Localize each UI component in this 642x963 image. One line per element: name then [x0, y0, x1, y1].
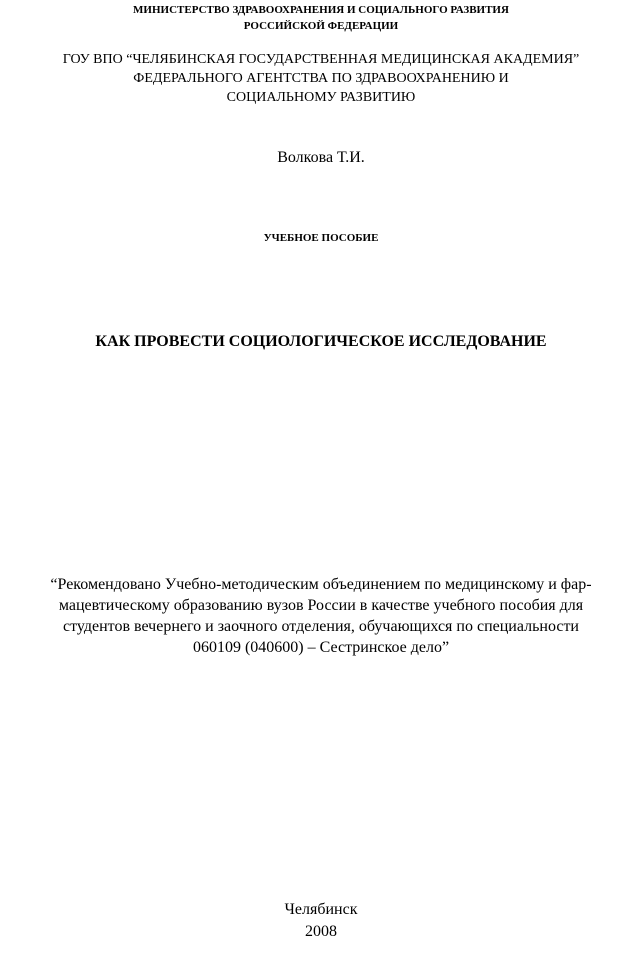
- ministry-header: МИНИСТЕРСТВО ЗДРАВООХРАНЕНИЯ И СОЦИАЛЬНОГО РАЗВИТИЯ РОССИЙСКОЙ ФЕДЕРАЦИИ: [133, 4, 509, 32]
- recommendation-text: “Рекомендовано Учебно-методическим объединением по медицинскому и фар- мацевтическому образованию вузов России в качестве учебного пособия для студентов вечернего и заочного отделения, обучающихся по специальности 060109 (040600) – Сестринское дело”: [50, 576, 592, 656]
- document-type: УЧЕБНОЕ ПОСОБИЕ: [263, 232, 379, 244]
- document-title: КАК ПРОВЕСТИ СОЦИОЛОГИЧЕСКОЕ ИССЛЕДОВАНИЕ: [95, 333, 547, 350]
- publication-year: 2008: [305, 923, 337, 940]
- publication-city: Челябинск: [284, 901, 358, 918]
- academy-header: ГОУ ВПО “ЧЕЛЯБИНСКАЯ ГОСУДАРСТВЕННАЯ МЕДИЦИНСКАЯ АКАДЕМИЯ” ФЕДЕРАЛЬНОГО АГЕНТСТВА ПО ЗДРАВООХРАНЕНИЮ И СОЦИАЛЬНОМУ РАЗВИТИЮ: [62, 52, 580, 105]
- author-name: Волкова Т.И.: [277, 149, 365, 166]
